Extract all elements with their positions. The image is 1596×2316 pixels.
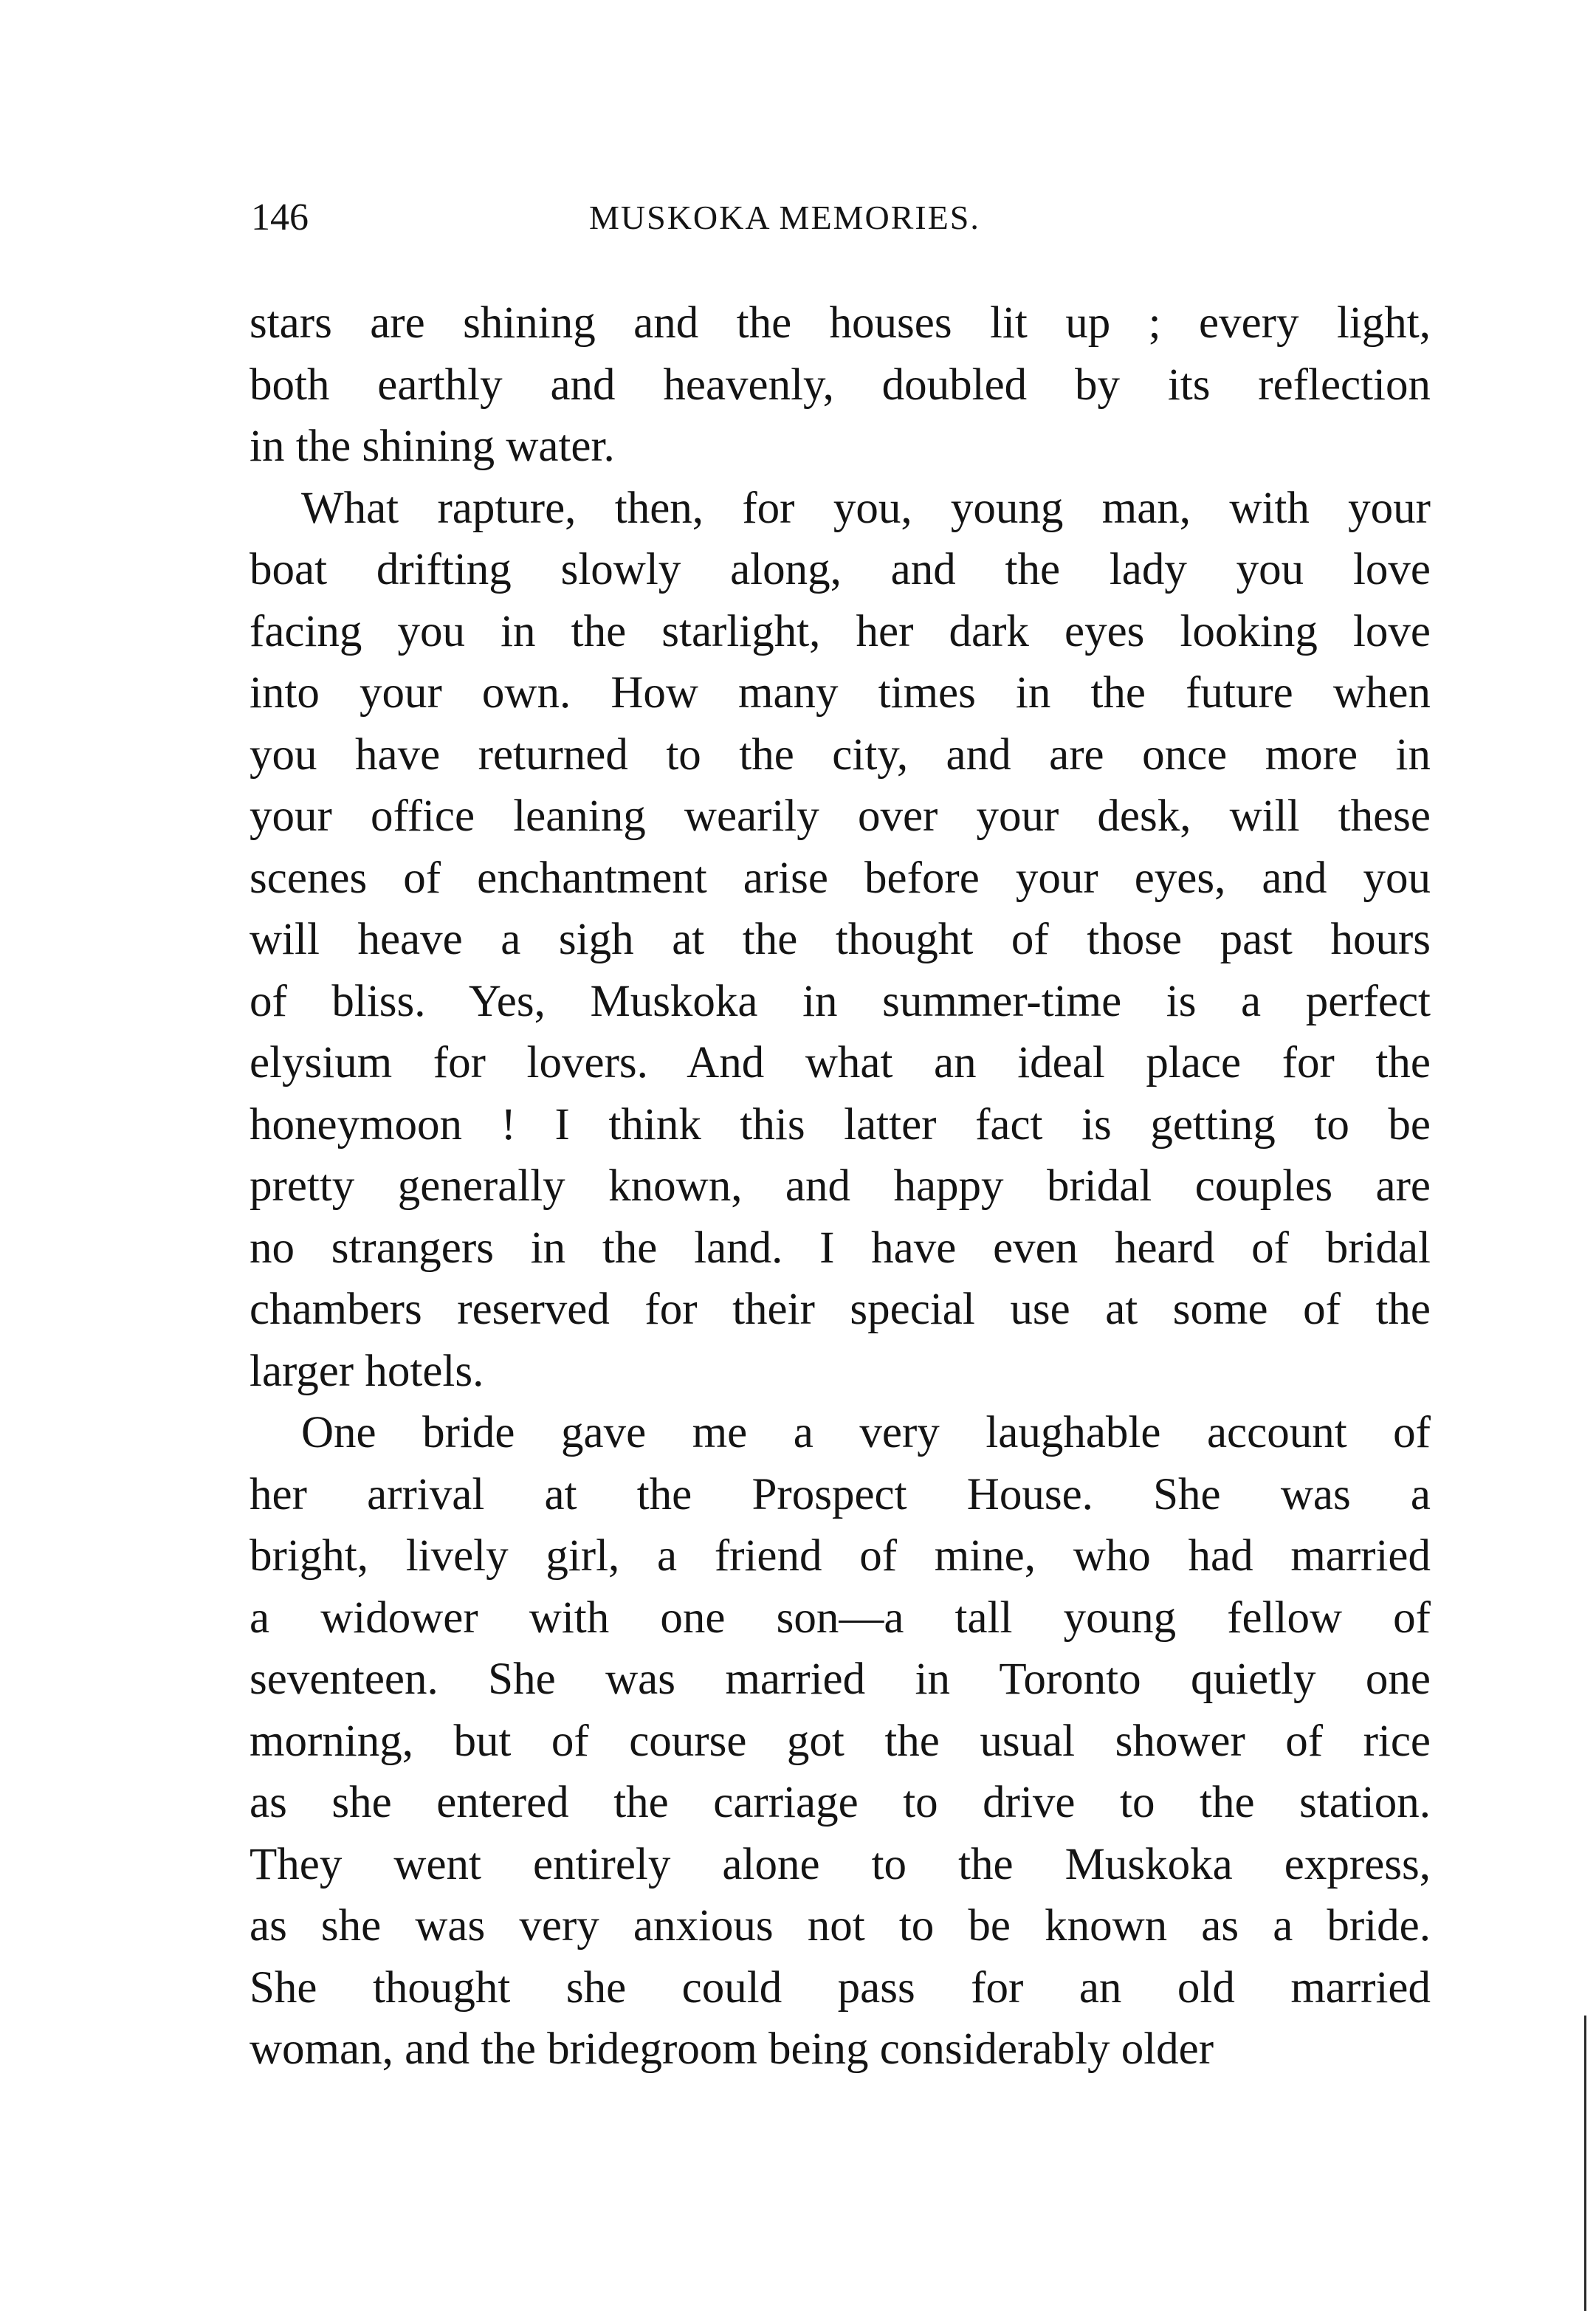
running-head bbox=[250, 185, 1431, 251]
text-line: her arrival at the Prospect House. She was a bbox=[250, 1469, 1431, 1519]
text-line: both earthly and heavenly, doubled by its reflection bbox=[250, 360, 1431, 410]
text-line: elysium for lovers. And what an ideal place for the bbox=[250, 1038, 1431, 1087]
text-line: boat drifting slowly along, and the lady you love bbox=[250, 545, 1431, 594]
text-line: pretty generally known, and happy bridal couples are bbox=[250, 1161, 1431, 1211]
text-line: seventeen. She was married in Toronto quietly one bbox=[250, 1654, 1431, 1704]
text-line: will heave a sigh at the thought of those past hours bbox=[250, 915, 1431, 964]
text-line: They went entirely alone to the Muskoka express, bbox=[250, 1839, 1431, 1889]
text-line: honeymoon ! I think this latter fact is getting to be bbox=[250, 1099, 1431, 1150]
text-line: stars are shining and the houses lit up ; every light, bbox=[250, 298, 1431, 348]
page-number: 146 bbox=[251, 196, 309, 238]
text-line: larger hotels. bbox=[250, 1346, 484, 1396]
text-line: no strangers in the land. I have even heard of bridal bbox=[250, 1223, 1431, 1273]
text-line: as she entered the carriage to drive to the station. bbox=[250, 1778, 1431, 1827]
scan-edge-line bbox=[1584, 2016, 1586, 2311]
text-line: facing you in the starlight, her dark eyes looking love bbox=[250, 606, 1431, 656]
text-line: into your own. How many times in the future when bbox=[250, 668, 1431, 718]
paragraph bbox=[250, 1402, 1431, 2080]
paragraph bbox=[250, 292, 1431, 478]
text-line: of bliss. Yes, Muskoka in summer-time is a perfect bbox=[250, 976, 1431, 1026]
body-text bbox=[250, 292, 1431, 2080]
running-title: MUSKOKA MEMORIES. bbox=[589, 199, 980, 236]
text-line: What rapture, then, for you, young man, with your bbox=[301, 483, 1431, 533]
text-line: chambers reserved for their special use at some of the bbox=[250, 1285, 1431, 1334]
text-line: as she was very anxious not to be known as a bride. bbox=[250, 1901, 1431, 1951]
text-line: in the shining water. bbox=[250, 422, 615, 471]
book-page bbox=[250, 185, 1431, 2080]
text-line: woman, and the bridegroom being considerably older bbox=[250, 2024, 1214, 2074]
text-line: a widower with one son—a tall young fellow of bbox=[250, 1592, 1431, 1643]
text-line: your office leaning wearily over your desk, will these bbox=[250, 791, 1431, 841]
text-line: scenes of enchantment arise before your eyes, and you bbox=[250, 853, 1431, 903]
text-line: you have returned to the city, and are once more in bbox=[250, 729, 1431, 780]
text-line: She thought she could pass for an old married bbox=[250, 1962, 1431, 2013]
text-line: bright, lively girl, a friend of mine, who had married bbox=[250, 1531, 1431, 1581]
paragraph bbox=[250, 478, 1431, 1403]
text-line: morning, but of course got the usual shower of rice bbox=[250, 1716, 1431, 1766]
text-line: One bride gave me a very laughable account of bbox=[301, 1408, 1431, 1457]
